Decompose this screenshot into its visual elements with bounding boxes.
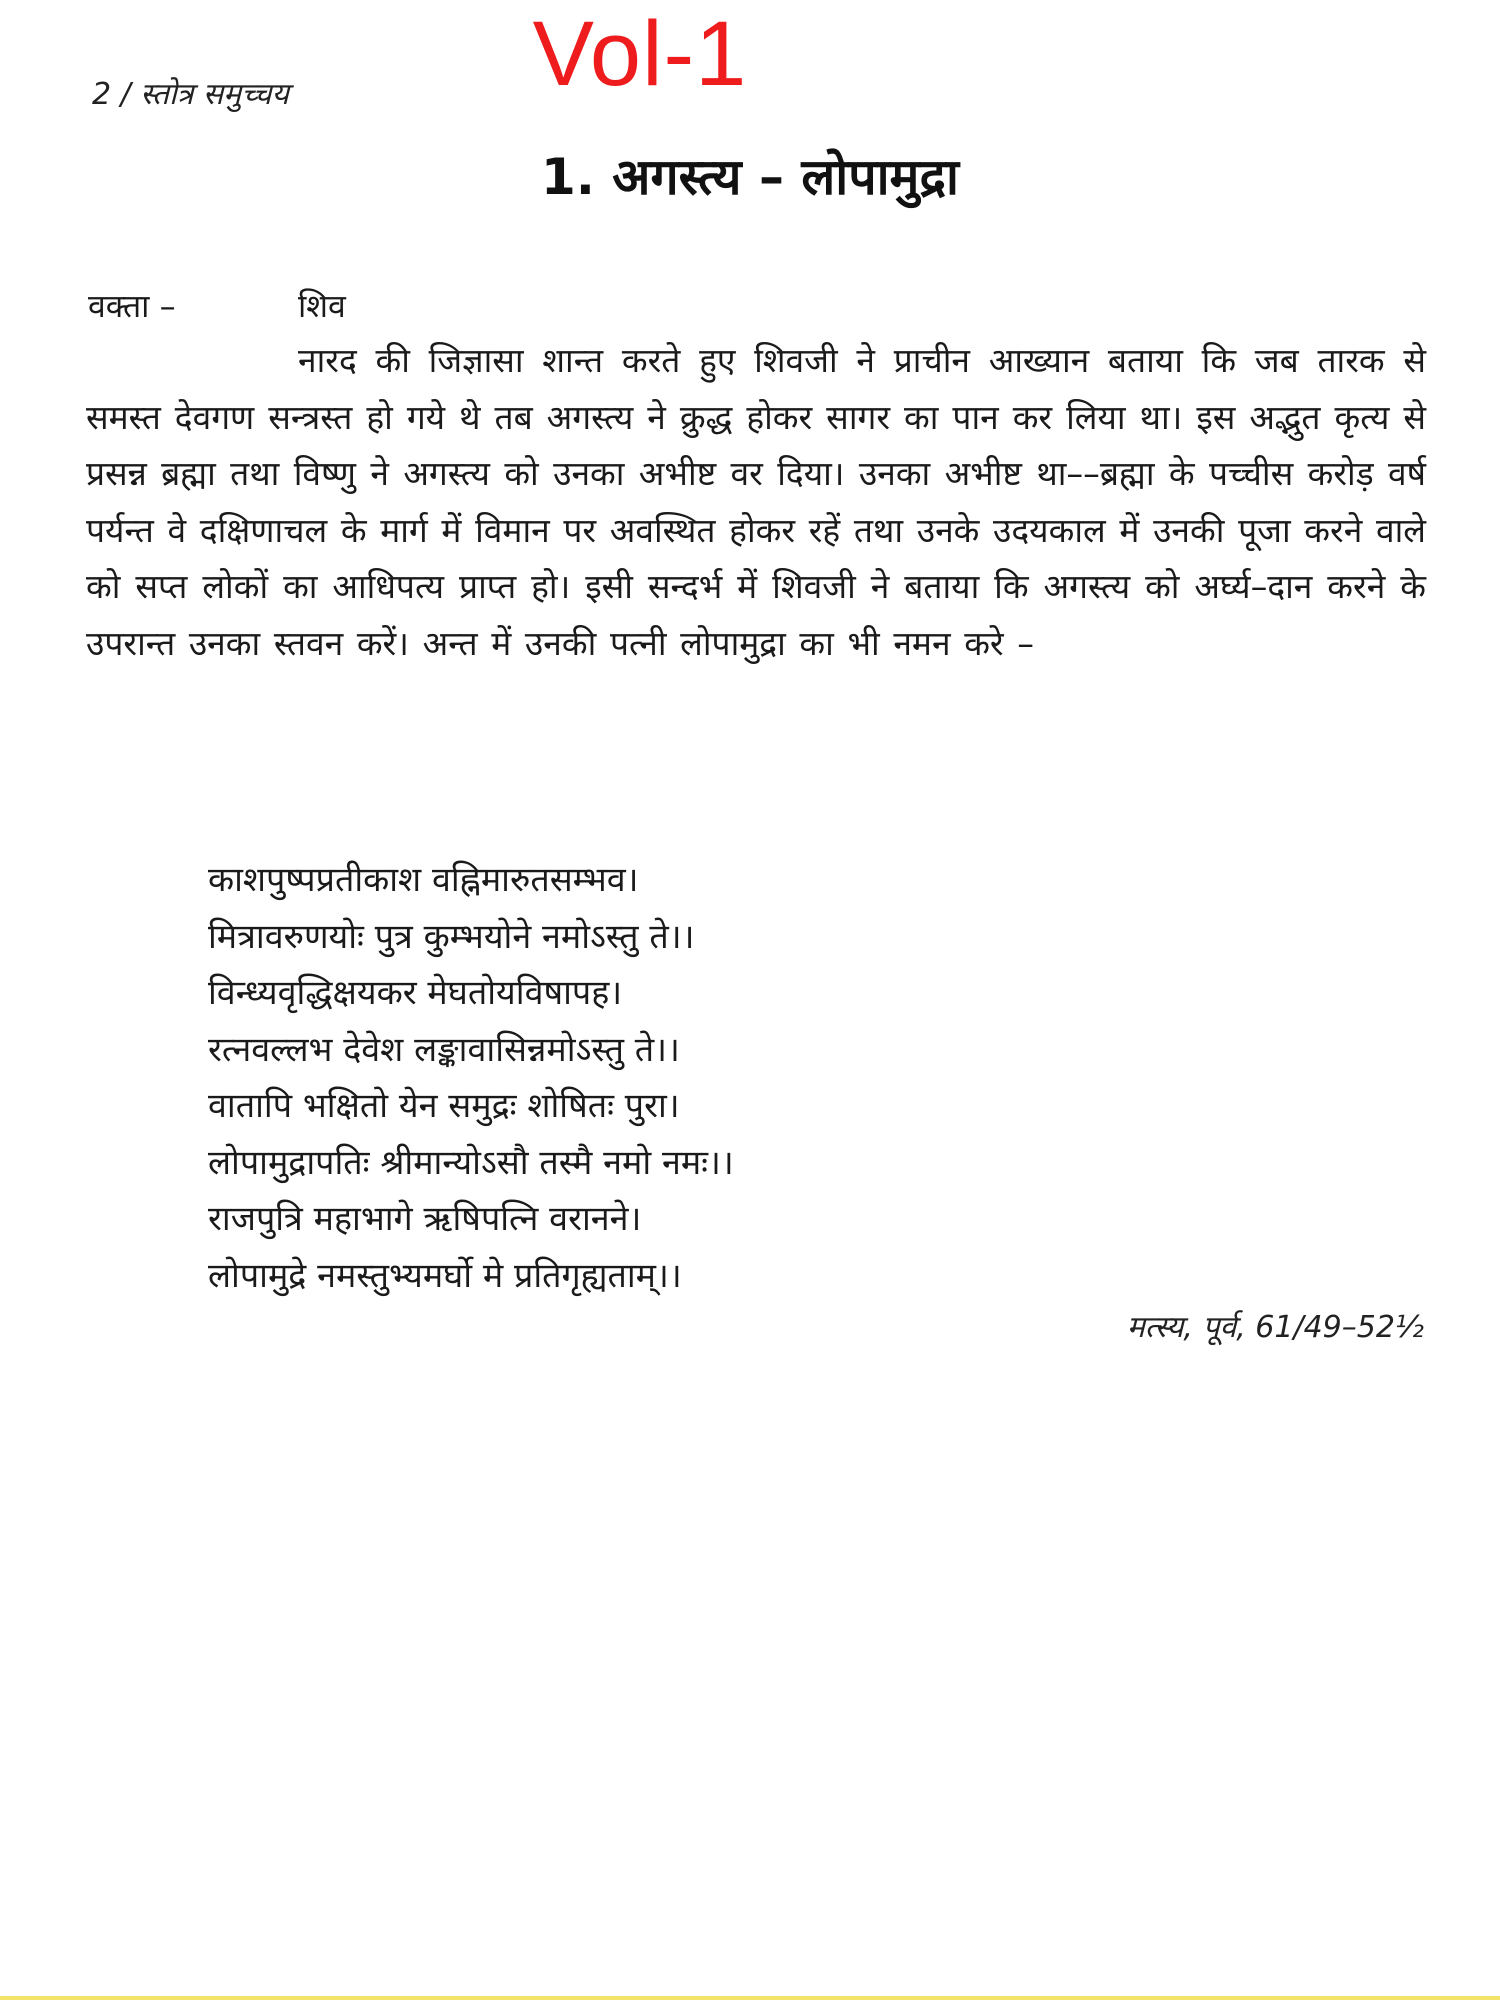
- verse-line: मित्रावरुणयोः पुत्र कुम्भयोने नमोऽस्तु ते।।: [208, 916, 695, 957]
- verse-block: [208, 852, 1388, 1304]
- verse-line: राजपुत्रि महाभागे ऋषिपत्नि वरानने।: [208, 1199, 642, 1239]
- source-citation: मत्स्य, पूर्व, 61/49–52½: [1126, 1310, 1424, 1345]
- verse-line: विन्ध्यवृद्धिक्षयकर मेघतोयविषापह।: [208, 973, 623, 1013]
- body-paragraph: नारद की जिज्ञासा शान्त करते हुए शिवजी ने प्राचीन आख्यान बताया कि जब तारक से समस्त देवगण सन्त्रस्त हो गये थे तब अगस्त्य ने क्रुद्ध होकर सागर का पान कर लिया था। इस अद्भुत कृत्य से प्रसन्न ब्रह्मा तथा विष्णु ने अगस्त्य को उनका अभीष्ट वर दिया। उनका अभीष्ट था––ब्रह्मा के पच्चीस करोड़ वर्ष पर्यन्त वे दक्षिणाचल के मार्ग में विमान पर अवस्थित होकर रहें तथा उनके उदयकाल में उनकी पूजा करने वाले को सप्त लोकों का आधिपत्य प्राप्त हो। इसी सन्दर्भ में शिवजी ने बताया कि अगस्त्य को अर्घ्य–दान करने के उपरान्त उनका स्तवन करें। अन्त में उनकी पत्नी लोपामुद्रा का भी नमन करे –: [86, 341, 1426, 663]
- volume-label: Vol-1: [532, 3, 748, 105]
- running-header: 2 / स्तोत्र समुच्चय: [92, 77, 289, 112]
- chapter-title: 1. अगस्त्य – लोपामुद्रा: [541, 148, 959, 206]
- verse-line: लोपामुद्रे नमस्तुभ्यमर्घो मे प्रतिगृह्यताम्।।: [208, 1255, 682, 1296]
- verse-line: रत्नवल्लभ देवेश लङ्कावासिन्नमोऽस्तु ते।।: [208, 1029, 680, 1070]
- speaker-name: शिव: [298, 287, 346, 325]
- verse-line: वातापि भक्षितो येन समुद्रः शोषितः पुरा।: [208, 1086, 680, 1126]
- page-bottom-edge: [0, 1996, 1500, 2000]
- speaker-label: वक्ता –: [88, 287, 176, 325]
- speaker-line: [88, 284, 346, 328]
- verse-line: लोपामुद्रापतिः श्रीमान्योऽसौ तस्मै नमो नमः।।: [208, 1142, 734, 1183]
- verse-line: काशपुष्पप्रतीकाश वह्निमारुतसम्भव।: [208, 860, 639, 900]
